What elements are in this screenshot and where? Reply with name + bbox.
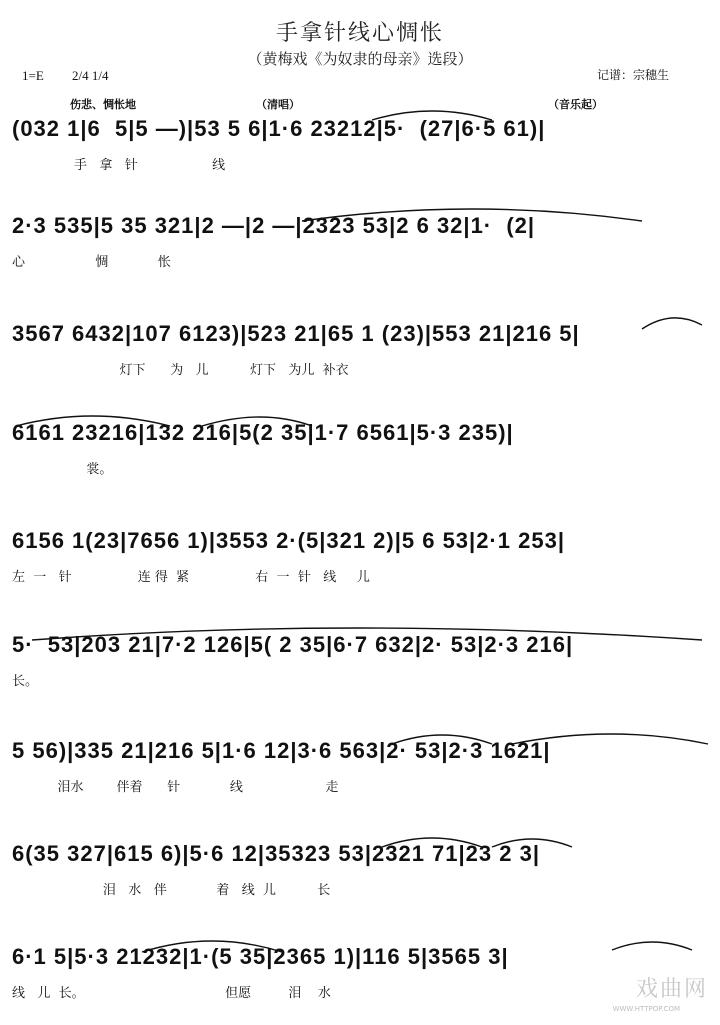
score-row (12, 833, 708, 898)
score-row (12, 205, 708, 270)
lyrics-line: 手 拿 针 线 (12, 158, 226, 173)
expression-mark-a-cappella: （清唱） (256, 98, 300, 111)
lyrics-line: 裳。 (12, 462, 113, 477)
notation-line: 6161 23216|132 216|5(2 35|1·7 6561|5·3 235)| (12, 420, 514, 445)
lyrics-line: 泪水 伴着 针 线 走 (12, 780, 339, 795)
key-signature: 1=E (22, 68, 44, 83)
score-row (12, 412, 708, 477)
notation-line: 6156 1(23|7656 1)|3553 2·(5|321 2)|5 6 53|2·1 253| (12, 528, 565, 553)
watermark-url: WWW.HTTPOP.COM (612, 1005, 680, 1013)
recorder-credit: 记谱：宗穗生 (597, 68, 670, 82)
notation-line: 3567 6432|107 6123)|523 21|65 1 (23)|553 21|216 5| (12, 321, 580, 346)
lyrics-line: 左 一 针 连 得 紧 右 一 针 线 儿 (12, 570, 370, 585)
score-row (12, 936, 708, 1001)
score-row (12, 520, 708, 585)
notation-line: 2·3 535|5 35 321|2 —|2 —|2323 53|2 6 32|1· (2| (12, 213, 536, 238)
lyrics-line: 灯下 为 儿 灯下 为儿 补衣 (12, 363, 349, 378)
lyrics-line: 长。 (12, 674, 39, 689)
page-title: 手拿针线心惆怅 (275, 21, 444, 46)
lyrics-line: 泪 水 伴 着 线 儿 长 (12, 883, 331, 898)
score-row (12, 624, 708, 689)
lyrics-line: 线 儿 长。 但愿 泪 水 (12, 986, 331, 1001)
score-row (12, 730, 708, 795)
time-signature: 2/4 1/4 (72, 68, 109, 83)
notation-line: (032 1|6 5|5 —)|53 5 6|1·6 23212|5· (27|6·5 61)| (12, 116, 546, 141)
score-row (12, 108, 708, 173)
notation-line: 5 56)|335 21|216 5|1·6 12|3·6 563|2· 53|2·3 1621| (12, 738, 551, 763)
notation-line: 6·1 5|5·3 21232|1·(5 35|2365 1)|116 5|3565 3| (12, 944, 509, 969)
expression-mark-music-begins: （音乐起） (548, 98, 603, 111)
score-row (12, 313, 708, 378)
expression-mark-sad: 伤悲、惆怅地 (70, 98, 136, 111)
page-subtitle: （黄梅戏《为奴隶的母亲》选段） (247, 50, 473, 68)
lyrics-line: 心 惆 怅 (12, 255, 171, 270)
watermark: 戏曲网 (635, 977, 708, 1002)
notation-line: 5· 53|203 21|7·2 126|5( 2 35|6·7 632|2· 53|2·3 216| (12, 632, 574, 657)
notation-line: 6(35 327|615 6)|5·6 12|35323 53|2321 71|23 2 3| (12, 841, 540, 866)
